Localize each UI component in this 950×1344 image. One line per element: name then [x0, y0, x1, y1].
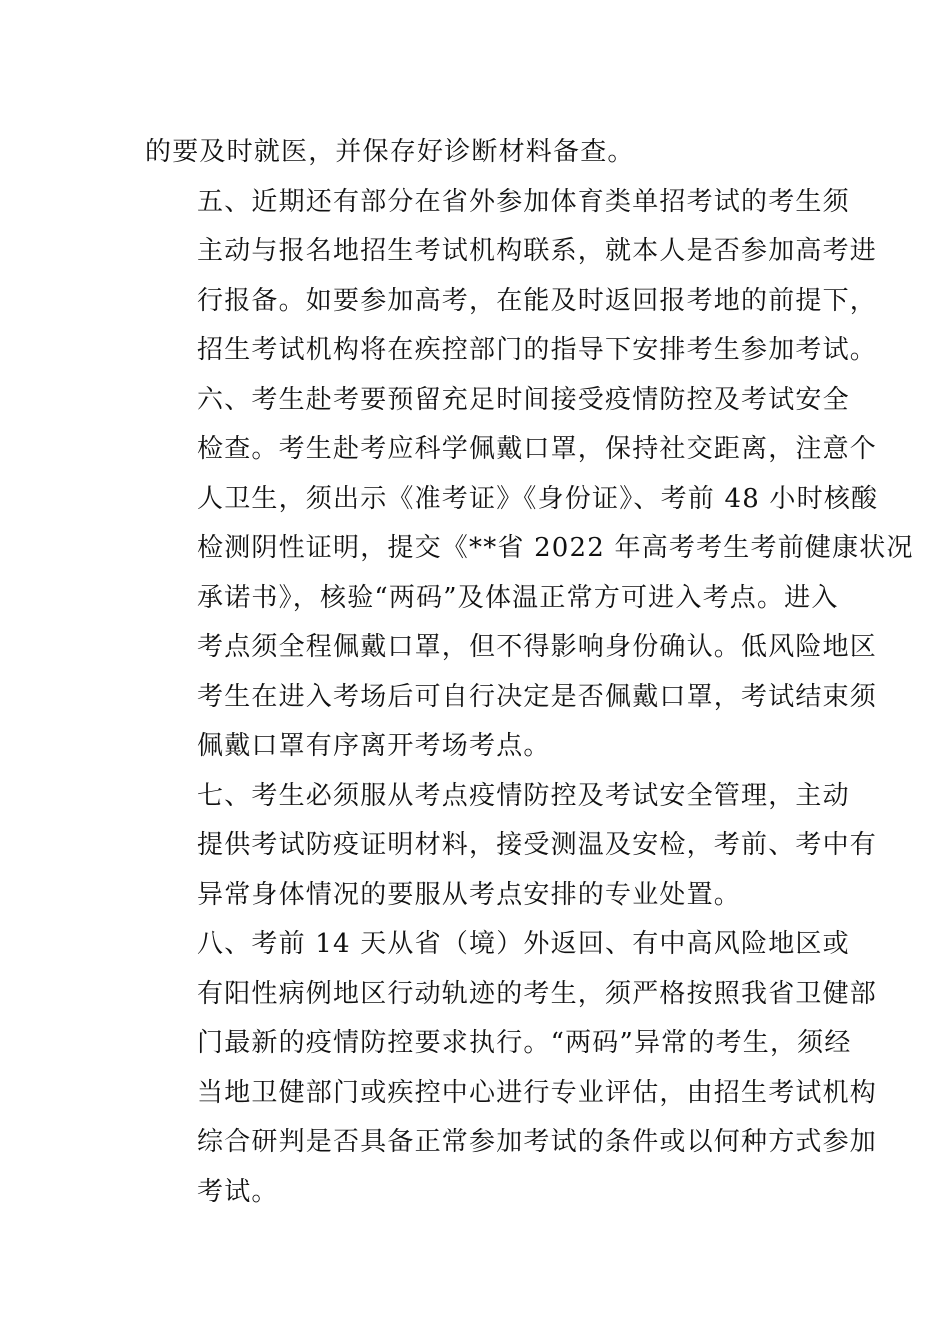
text-line: 招生考试机构将在疾控部门的指导下安排考生参加考试。 — [197, 335, 878, 365]
text-line: 检测阴性证明，提交《**省 2022 年高考考生考前健康状况 — [197, 533, 914, 563]
text-line: 的要及时就医，并保存好诊断材料备查。 — [145, 137, 635, 167]
text-line: 佩戴口罩有序离开考场考点。 — [197, 731, 551, 761]
document-body — [145, 128, 914, 1217]
text-line: 考生在进入考场后可自行决定是否佩戴口罩，考试结束须 — [197, 681, 878, 712]
text-line: 有阳性病例地区行动轨迹的考生，须严格按照我省卫健部 — [197, 978, 878, 1009]
text-line: 考点须全程佩戴口罩，但不得影响身份确认。低风险地区 — [197, 632, 878, 662]
text-line: 主动与报名地招生考试机构联系，就本人是否参加高考进 — [197, 236, 878, 266]
text-line: 六、考生赴考要预留充足时间接受疫情防控及考试安全 — [197, 384, 850, 415]
text-line: 当地卫健部门或疾控中心进行专业评估，由招生考试机构 — [197, 1077, 878, 1108]
paragraph-item-5 — [145, 178, 878, 376]
text-line: 提供考试防疫证明材料，接受测温及安检，考前、考中有 — [197, 830, 878, 860]
text-line: 五、近期还有部分在省外参加体育类单招考试的考生须 — [197, 186, 850, 217]
paragraph-item-8 — [145, 920, 878, 1217]
text-line: 七、考生必须服从考点疫情防控及考试安全管理，主动 — [197, 780, 850, 811]
text-line: 异常身体情况的要服从考点安排的专业处置。 — [197, 879, 742, 910]
text-line: 门最新的疫情防控要求执行。“两码”异常的考生，须经 — [197, 1028, 852, 1058]
paragraph-continuation — [145, 128, 810, 178]
paragraph-item-7 — [145, 772, 878, 921]
text-line: 人卫生，须出示《准考证》《身份证》、考前 48 小时核酸 — [197, 483, 879, 514]
text-line: 八、考前 14 天从省（境）外返回、有中高风险地区或 — [197, 929, 850, 959]
text-line: 综合研判是否具备正常参加考试的条件或以何种方式参加 — [197, 1127, 878, 1157]
paragraph-item-6 — [145, 376, 914, 772]
text-line: 承诺书》，核验“两码”及体温正常方可进入考点。进入 — [197, 582, 839, 613]
text-line: 行报备。如要参加高考，在能及时返回报考地的前提下， — [197, 285, 878, 316]
text-line: 考试。 — [197, 1176, 279, 1207]
text-line: 检查。考生赴考应科学佩戴口罩，保持社交距离，注意个 — [197, 434, 878, 464]
